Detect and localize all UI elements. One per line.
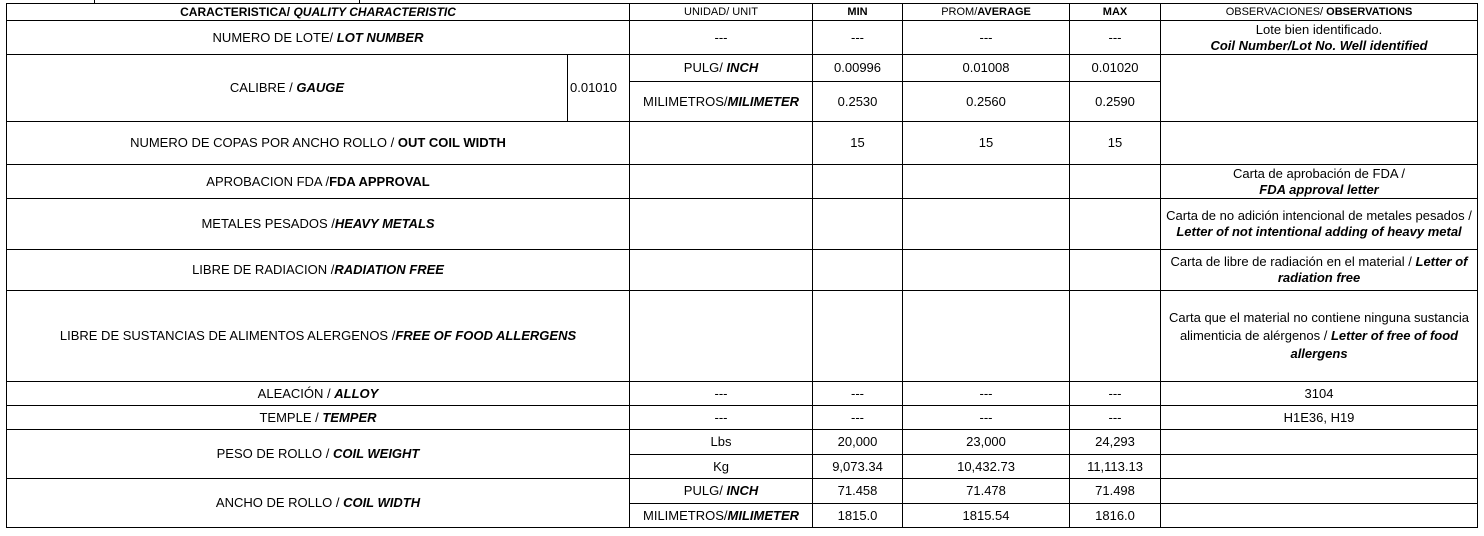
allergens-obs-en: Letter of free of food allergens <box>1290 328 1459 361</box>
weight-lbs-avg: 23,000 <box>903 430 1070 455</box>
header-obs-en: OBSERVATIONS <box>1326 6 1413 18</box>
table-row <box>7 479 1478 504</box>
gauge-mm-max: 0.2590 <box>1070 82 1161 122</box>
radiation-label <box>7 250 630 291</box>
fda-label-es: APROBACION FDA / <box>206 173 330 189</box>
alloy-unit: --- <box>630 382 813 406</box>
allergens-unit <box>630 291 813 382</box>
metals-observation <box>1161 199 1478 250</box>
fda-min <box>813 165 903 199</box>
table-row <box>7 430 1478 455</box>
temper-unit: --- <box>630 406 813 430</box>
width-label <box>7 479 630 528</box>
header-observations <box>1161 4 1478 21</box>
cups-min: 15 <box>813 122 903 165</box>
lot-label-en: LOT NUMBER <box>336 29 424 45</box>
width-inch-min: 71.458 <box>813 479 903 504</box>
temper-observation: H1E36, H19 <box>1161 406 1478 430</box>
weight-lbs-min: 20,000 <box>813 430 903 455</box>
header-min: MIN <box>813 4 903 21</box>
lot-label-es: NUMERO DE LOTE/ <box>212 29 334 45</box>
table-row <box>7 165 1478 199</box>
temper-min: --- <box>813 406 903 430</box>
header-average-en: AVERAGE <box>977 6 1031 18</box>
cups-label-es: NUMERO DE COPAS POR ANCHO ROLLO / <box>130 135 395 150</box>
header-average-es: PROM/ <box>941 6 978 18</box>
alloy-observation: 3104 <box>1161 382 1478 406</box>
cups-avg: 15 <box>903 122 1070 165</box>
table-row <box>7 199 1478 250</box>
radiation-label-en: RADIATION FREE <box>334 262 444 277</box>
weight-lbs-unit: Lbs <box>630 430 813 455</box>
gauge-inch-min: 0.00996 <box>813 55 903 82</box>
radiation-observation <box>1161 250 1478 291</box>
gauge-mm-min: 0.2530 <box>813 82 903 122</box>
gauge-inch-unit-en: INCH <box>726 60 759 75</box>
fda-max <box>1070 165 1161 199</box>
weight-label-es: PESO DE ROLLO / <box>216 446 330 461</box>
temper-label <box>7 406 630 430</box>
cups-label <box>7 122 630 165</box>
header-characteristic-en: QUALITY CHARACTERISTIC <box>293 5 456 19</box>
temper-label-es: TEMPLE / <box>259 409 319 425</box>
width-inch-avg: 71.478 <box>903 479 1070 504</box>
allergens-label-en: FREE OF FOOD ALLERGENS <box>395 328 577 343</box>
allergens-min <box>813 291 903 382</box>
fda-avg <box>903 165 1070 199</box>
metals-label-es: METALES PESADOS / <box>201 216 335 231</box>
weight-kg-observation <box>1161 455 1478 479</box>
lot-observation <box>1161 21 1478 55</box>
alloy-label-es: ALEACIÓN / <box>257 385 331 401</box>
header-row <box>7 4 1478 21</box>
weight-lbs-observation <box>1161 430 1478 455</box>
radiation-min <box>813 250 903 291</box>
metals-label <box>7 199 630 250</box>
header-characteristic <box>7 4 630 21</box>
radiation-avg <box>903 250 1070 291</box>
width-mm-min: 1815.0 <box>813 504 903 528</box>
gauge-inch-max: 0.01020 <box>1070 55 1161 82</box>
lot-number-label <box>7 21 630 55</box>
alloy-min: --- <box>813 382 903 406</box>
width-mm-unit-es: MILIMETROS/ <box>643 507 728 523</box>
weight-label <box>7 430 630 479</box>
cups-observation <box>1161 122 1478 165</box>
radiation-obs-es: Carta de libre de radiación en el material / <box>1170 254 1412 269</box>
metals-avg <box>903 199 1070 250</box>
width-mm-observation <box>1161 504 1478 528</box>
fda-label <box>7 165 630 199</box>
table-row <box>7 406 1478 430</box>
metals-unit <box>630 199 813 250</box>
weight-kg-max: 11,113.13 <box>1070 455 1161 479</box>
fda-observation <box>1161 165 1478 199</box>
cups-label-en: OUT COIL WIDTH <box>397 135 506 150</box>
metals-obs-en: Letter of not intentional adding of heavy metal <box>1176 224 1462 239</box>
lot-min: --- <box>813 21 903 55</box>
fda-obs-es: Carta de aprobación de FDA / <box>1233 165 1406 181</box>
weight-label-en: COIL WEIGHT <box>332 446 420 461</box>
lot-max: --- <box>1070 21 1161 55</box>
width-label-en: COIL WIDTH <box>343 495 421 510</box>
table-row <box>7 291 1478 382</box>
allergens-observation <box>1161 291 1478 382</box>
gauge-mm-avg: 0.2560 <box>903 82 1070 122</box>
header-characteristic-es: CARACTERISTICA/ <box>180 5 291 19</box>
width-inch-unit-es: PULG/ <box>683 483 723 498</box>
gauge-inch-unit <box>630 55 813 82</box>
temper-max: --- <box>1070 406 1161 430</box>
allergens-label <box>7 291 630 382</box>
width-mm-unit-en: MILIMETER <box>727 507 800 523</box>
gauge-nominal: 0.01010 <box>568 55 630 122</box>
width-inch-max: 71.498 <box>1070 479 1161 504</box>
weight-kg-avg: 10,432.73 <box>903 455 1070 479</box>
metals-max <box>1070 199 1161 250</box>
width-mm-unit <box>630 504 813 528</box>
temper-label-en: TEMPER <box>322 409 377 425</box>
radiation-unit <box>630 250 813 291</box>
weight-kg-min: 9,073.34 <box>813 455 903 479</box>
quality-spec-table <box>6 3 1478 528</box>
weight-kg-unit: Kg <box>630 455 813 479</box>
fda-obs-en: FDA approval letter <box>1259 181 1379 197</box>
weight-lbs-max: 24,293 <box>1070 430 1161 455</box>
lot-obs-es: Lote bien identificado. <box>1255 21 1383 37</box>
gauge-inch-avg: 0.01008 <box>903 55 1070 82</box>
fda-label-en: FDA APPROVAL <box>329 173 430 189</box>
width-inch-observation <box>1161 479 1478 504</box>
metals-label-en: HEAVY METALS <box>334 216 435 231</box>
allergens-label-es: LIBRE DE SUSTANCIAS DE ALIMENTOS ALERGENOS / <box>59 328 396 343</box>
table-row <box>7 122 1478 165</box>
metals-min <box>813 199 903 250</box>
gauge-label-en: GAUGE <box>296 80 345 95</box>
gauge-observation <box>1161 55 1478 122</box>
cups-max: 15 <box>1070 122 1161 165</box>
width-inch-unit <box>630 479 813 504</box>
gauge-mm-unit <box>630 82 813 122</box>
gauge-mm-unit-es: MILIMETROS/ <box>643 93 728 109</box>
alloy-avg: --- <box>903 382 1070 406</box>
alloy-label <box>7 382 630 406</box>
header-max: MAX <box>1070 4 1161 21</box>
metals-obs-es: Carta de no adición intencional de metales pesados / <box>1166 208 1472 223</box>
alloy-label-en: ALLOY <box>334 385 379 401</box>
header-obs-es: OBSERVACIONES/ <box>1225 6 1324 18</box>
table-row <box>7 55 1478 82</box>
header-unit: UNIDAD/ UNIT <box>630 4 813 21</box>
gauge-label <box>7 55 568 122</box>
table-row <box>7 382 1478 406</box>
allergens-max <box>1070 291 1161 382</box>
width-mm-avg: 1815.54 <box>903 504 1070 528</box>
fda-unit <box>630 165 813 199</box>
radiation-max <box>1070 250 1161 291</box>
header-average <box>903 4 1070 21</box>
radiation-obs-en: Letter of radiation free <box>1277 254 1468 285</box>
gauge-mm-unit-en: MILIMETER <box>727 93 800 109</box>
width-inch-unit-en: INCH <box>726 483 759 498</box>
cups-unit <box>630 122 813 165</box>
width-label-es: ANCHO DE ROLLO / <box>215 495 340 510</box>
lot-avg: --- <box>903 21 1070 55</box>
alloy-max: --- <box>1070 382 1161 406</box>
lot-obs-en: Coil Number/Lot No. Well identified <box>1210 37 1428 53</box>
table-row <box>7 250 1478 291</box>
gauge-inch-unit-es: PULG/ <box>683 60 723 75</box>
gauge-label-es: CALIBRE / <box>229 80 293 95</box>
width-mm-max: 1816.0 <box>1070 504 1161 528</box>
table-row <box>7 21 1478 55</box>
radiation-label-es: LIBRE DE RADIACION / <box>192 262 335 277</box>
allergens-obs-es: Carta que el material no contiene ninguna sustancia alimenticia de alérgenos / <box>1169 310 1469 343</box>
allergens-avg <box>903 291 1070 382</box>
lot-unit: --- <box>630 21 813 55</box>
temper-avg: --- <box>903 406 1070 430</box>
